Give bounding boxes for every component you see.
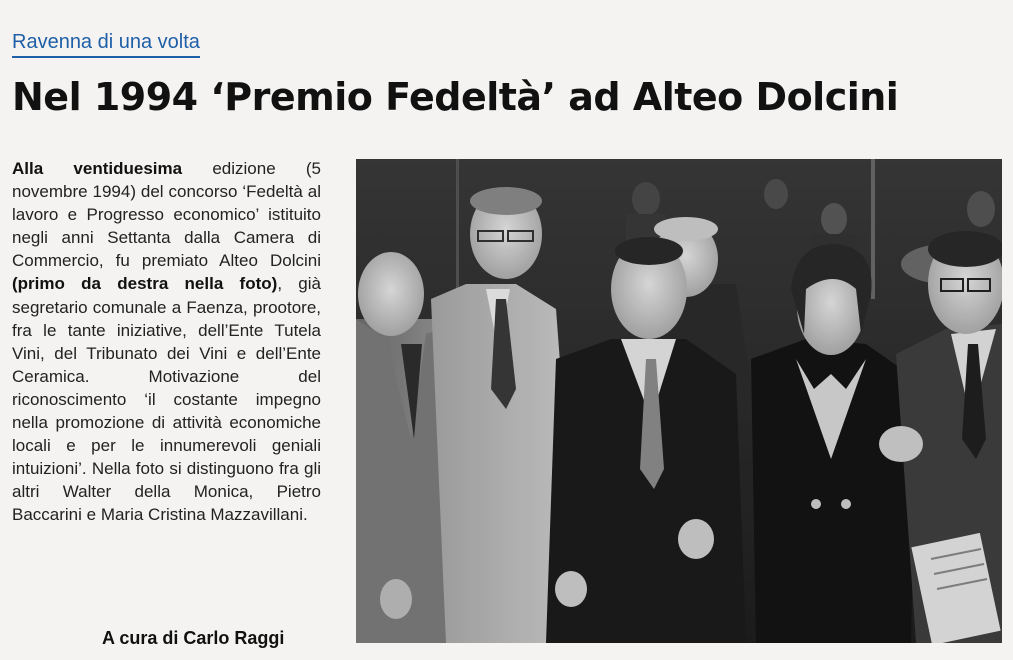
archive-photo (356, 159, 1002, 643)
photo-caption-note: (primo da destra nella foto) (12, 274, 278, 294)
author-credit: A cura di Carlo Raggi (102, 628, 285, 648)
section-label: Ravenna di una volta (12, 30, 200, 58)
article-lead: Alla ventiduesima (12, 159, 183, 178)
photo-illustration (356, 159, 1002, 643)
article-text-2: , già segretario comunale a Faenza, prootore, fra le tante iniziative, dell’Ente Tutela Vini, del Tribunato dei Vini e dell’Ente Ceramica. Motivazione del riconoscimento ‘il costante impegno nella promozione di attività economiche locali e per le innumerevoli geniali intuizioni’. Nella foto si distinguono fra gli altri Walter della Monica, Pietro Baccarini e Maria Cristina Mazzavillani. (12, 274, 321, 525)
article-text-1: edizione (5 novembre 1994) del concorso ‘Fedeltà al lavoro e Progresso economico’ istituito negli anni Settanta dalla Camera di Commercio, fu premiato Alteo Dolcini (12, 159, 321, 271)
headline: Nel 1994 ‘Premio Fedeltà’ ad Alteo Dolcini (12, 75, 899, 119)
article-body (12, 157, 321, 527)
